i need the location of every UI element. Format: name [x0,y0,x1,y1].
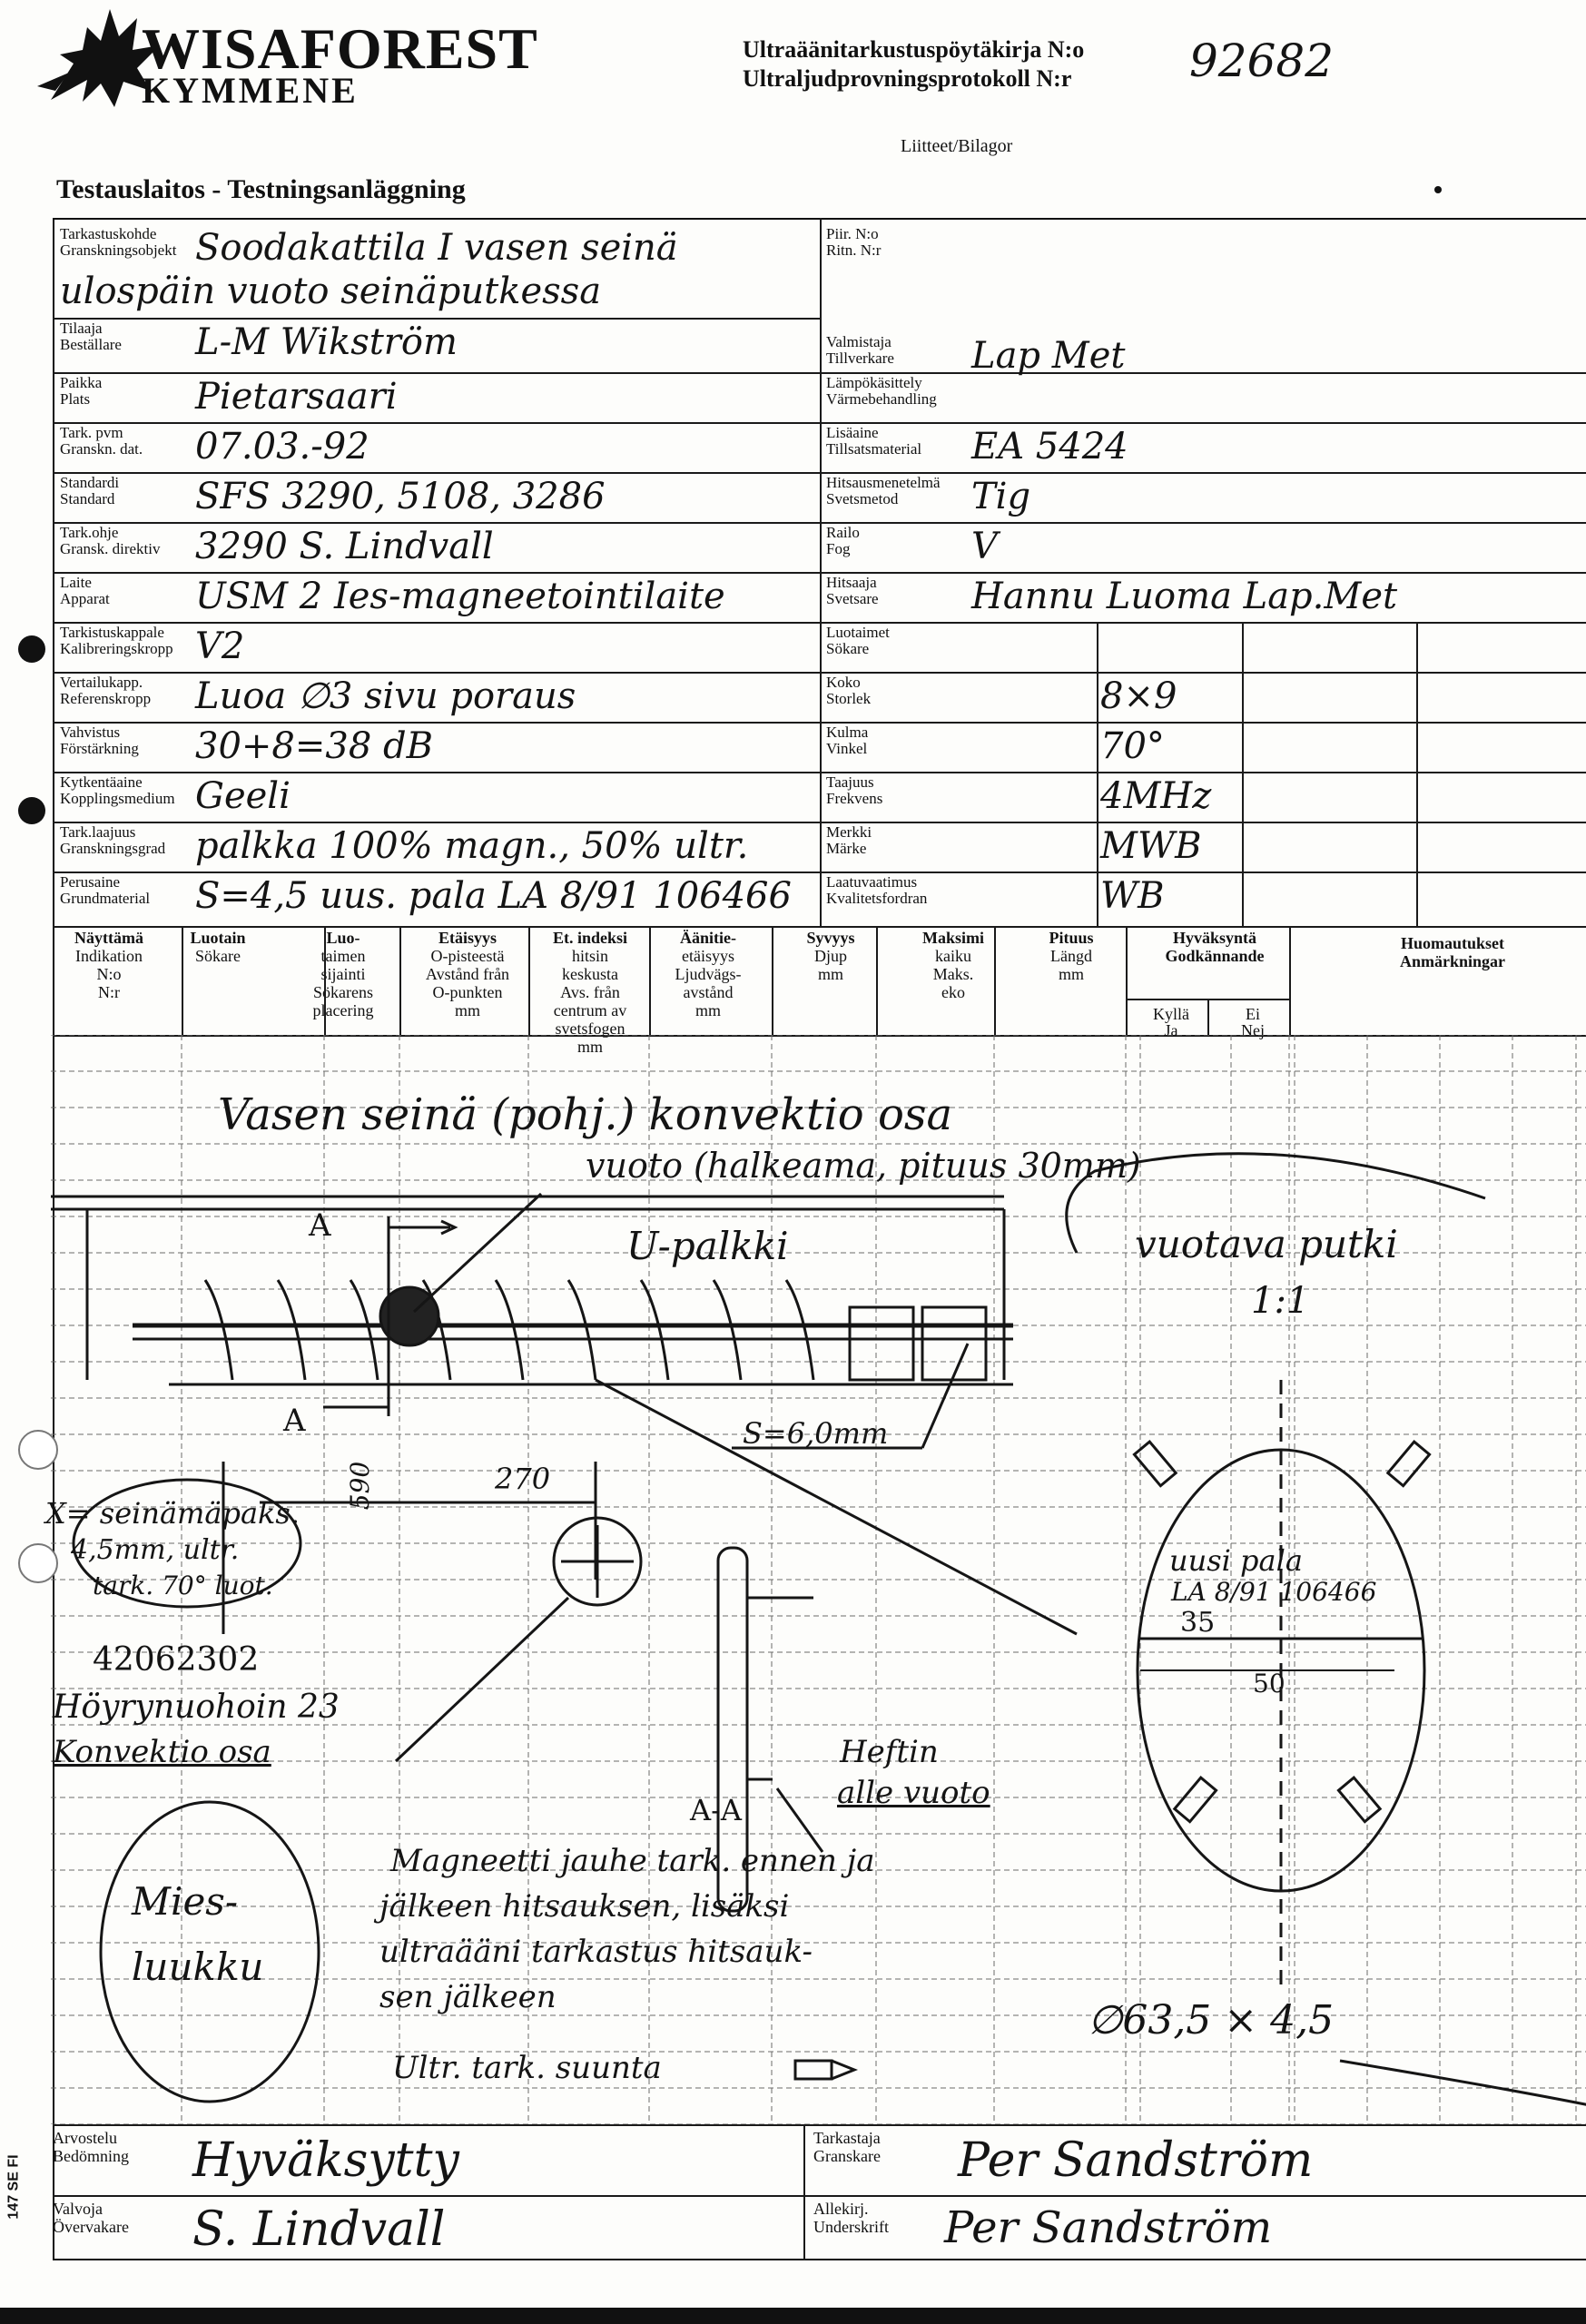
ref-convection: Konvektio osa [53,1734,271,1770]
assessment-value: Hyväksytty [192,2133,459,2188]
field-label-sv: Tillverkare [826,350,894,367]
field-label-fi: Kytkentäaine [60,773,143,791]
column-header-line: Avs. från [560,983,620,1001]
mag-note-1: Magneetti jauhe tark. ennen ja [390,1843,875,1879]
field-value: S=4,5 uus. pala LA 8/91 106466 [195,875,792,917]
field-value: 3290 S. Lindvall [195,526,494,567]
title-fi: Ultraäänitarkustuspöytäkirja N:o [743,36,1085,63]
field-label-sv: Standard [60,490,115,507]
field-value: Hannu Luoma Lap.Met [971,576,1398,617]
column-header-line: Syvyys [806,929,855,947]
field-value: V [971,526,998,567]
approval-no: Ei [1246,1005,1260,1023]
field-label-fi: Laite [60,574,92,591]
column-header-line: Ljudvägs- [675,965,742,983]
field-label-fi: Tark.laajuus [60,823,136,841]
bottom-edge [0,2308,1586,2324]
side-code: 147 SE FI [5,2154,22,2220]
sketch-heading2: vuoto (halkeama, pituus 30mm) [586,1146,1141,1186]
field-label-sv: Förstärkning [60,740,139,757]
field-label-fi: Paikka [60,374,103,391]
field-value-2: ulospäin vuoto seinäputkessa [60,271,602,312]
company-sub: KYMMENE [142,70,359,111]
field-label-fi: Lisäaine [826,424,879,441]
field-label-sv: Vinkel [826,740,868,757]
column-header-line: Luotain [190,929,246,947]
section-title: Testauslaitos - Testningsanläggning [56,174,466,204]
ultr-direction: Ultr. tark. suunta [392,2050,662,2086]
dim-35: 35 [1180,1607,1216,1639]
punch-hole [18,1430,58,1470]
sketch-drawing [51,1154,1586,2106]
column-header-line: placering [312,1001,374,1019]
supervisor-label-fi: Valvoja [53,2200,103,2218]
field-label-fi: Luotaimet [826,624,890,641]
field-label-sv: Granskningsgrad [60,840,166,857]
column-divider [994,926,996,1035]
remarks-header-sv: Anmärkningar [1399,952,1505,970]
column-header-line: mm [1058,965,1084,983]
field-label-sv: Svetsare [826,590,879,607]
approval-header: Godkännande [1165,947,1265,965]
inspector-value: Per Sandström [958,2133,1314,2188]
column-header-line: Näyttämä [74,929,143,947]
x-note-2: 4,5mm, ultr. [71,1534,240,1566]
x-note-1: X= seinämäpaks. [45,1496,300,1531]
approval-yes-sv: Ja [1164,1021,1178,1039]
column-header-line: eko [941,983,965,1001]
field-value: SFS 3290, 5108, 3286 [195,476,606,517]
field-label-sv: Ritn. N:r [826,241,882,259]
column-divider [772,926,773,1035]
field-value: Soodakattila I vasen seinä [195,227,678,269]
field-value: Lap Met [971,335,1126,377]
dim-270: 270 [495,1462,551,1496]
column-header-line: O-pisteestä [430,947,505,965]
field-label-fi: Lämpökäsittely [826,374,922,391]
company-name: WISAFOREST [142,16,538,81]
column-header-line: Sökare [195,947,241,965]
s-value: S=6,0mm [743,1416,889,1451]
field-label-fi: Koko [826,674,861,691]
column-header-line: etäisyys [682,947,734,965]
field-value: 4MHz [1100,775,1212,817]
manhole-2: luukku [132,1945,264,1989]
heftin-1: Heftin [840,1734,939,1770]
field-label-sv: Granskn. dat. [60,440,143,458]
field-value: palkka 100% magn., 50% ultr. [195,825,749,867]
field-label-fi: Vertailukapp. [60,674,143,691]
field-value: MWB [1100,825,1202,867]
title-sv: Ultraljudprovningsprotokoll N:r [743,65,1072,92]
inspector-label-sv: Granskare [813,2147,881,2165]
column-header-line: Etäisyys [438,929,497,947]
column-divider [182,926,183,1035]
dot-mark [1434,186,1442,193]
signature-label-fi: Allekirj. [813,2200,869,2218]
column-header-line: Äänitie- [680,929,736,947]
field-label-sv: Märke [826,840,867,857]
field-label-fi: Vahvistus [60,724,121,741]
column-header-line: Indikation [75,947,143,965]
scale-label: 1:1 [1251,1280,1310,1322]
field-label-sv: Kvalitetsfordran [826,890,928,907]
column-divider [1126,926,1128,1035]
field-label-sv: Granskningsobjekt [60,241,177,259]
field-label-fi: Standardi [60,474,120,491]
assessment-label-fi: Arvostelu [53,2129,117,2147]
column-header-line: Luo- [326,929,360,947]
signature-label-sv: Underskrift [813,2218,889,2236]
column-divider [324,926,326,1035]
approval-header: Hyväksyntä [1172,929,1257,947]
column-header-line: O-punkten [432,983,503,1001]
mag-note-4: sen jälkeen [379,1979,557,2015]
field-label-sv: Grundmaterial [60,890,151,907]
field-label-fi: Tark.ohje [60,524,119,541]
column-divider [528,926,530,1035]
field-label-fi: Kulma [826,724,869,741]
new-piece-2: LA 8/91 106466 [1171,1577,1377,1607]
protocol-number: 92682 [1189,34,1335,87]
column-header-line: Djup [814,947,847,965]
column-header-line: kaiku [935,947,971,965]
supervisor-value: S. Lindvall [192,2202,446,2257]
heftin-2: alle vuoto [837,1775,990,1811]
field-value: USM 2 Ies-magneetointilaite [195,576,725,617]
mag-note-2: jälkeen hitsauksen, lisäksi [379,1888,790,1925]
field-label-fi: Perusaine [60,873,121,891]
column-divider [399,926,401,1035]
field-label-sv: Beställare [60,336,122,353]
field-label-fi: Valmistaja [826,333,892,350]
field-value: Geeli [195,775,291,817]
ref-sootblower: Höyrynuohoin 23 [53,1689,340,1726]
column-divider [649,926,651,1035]
field-label-fi: Piir. N:o [826,225,879,242]
field-label-sv: Storlek [826,690,872,707]
field-label-fi: Railo [826,524,860,541]
field-label-sv: Tillsatsmaterial [826,440,922,458]
field-label-sv: Värmebehandling [826,390,937,408]
field-label-sv: Kalibreringskropp [60,640,173,657]
field-label-sv: Apparat [60,590,110,607]
tube-dimension: ∅63,5 × 4,5 [1088,1997,1335,2043]
field-label-sv: Fog [826,540,851,557]
field-value: 8×9 [1100,675,1177,717]
column-divider [876,926,878,1035]
field-label-sv: Frekvens [826,790,883,807]
column-header-line: Pituus [1049,929,1094,947]
field-label-fi: Hitsausmenetelmä [826,474,941,491]
field-value: Luoa ∅3 sivu poraus [195,675,576,717]
company-logo [33,0,541,113]
column-header-line: avstånd [683,983,734,1001]
field-value: WB [1100,875,1165,917]
leaking-tube-label: vuotava putki [1135,1222,1398,1266]
column-header-line: N:o [96,965,122,983]
field-value: L-M Wikström [195,321,458,363]
approval-no-sv: Nej [1241,1021,1265,1039]
column-header-line: mm [454,1001,480,1019]
column-header-line: mm [576,1038,603,1056]
section-aa: A-A [690,1793,743,1827]
punch-hole [18,635,45,663]
column-header-line: keskusta [562,965,618,983]
remarks-header: Huomautukset [1400,934,1505,952]
field-value: 30+8=38 dB [195,725,433,767]
manhole-1: Mies- [132,1879,239,1924]
column-header-line: mm [817,965,843,983]
x-note-3: tark. 70° luot. [93,1571,273,1600]
column-divider [1289,926,1291,1035]
column-header-line: Sökarens [313,983,373,1001]
field-label-sv: Gransk. direktiv [60,540,161,557]
column-header-line: Längd [1050,947,1092,965]
column-header-line: N:r [98,983,120,1001]
column-header-line: Maks. [932,965,974,983]
inspector-label-fi: Tarkastaja [813,2129,881,2147]
column-header-line: Maksimi [921,929,984,947]
signature-value: Per Sandström [944,2202,1273,2253]
approval-divider [1207,999,1209,1035]
field-label-sv: Kopplingsmedium [60,790,175,807]
punch-hole [18,1543,58,1583]
assessment-label-sv: Bedömning [53,2147,129,2165]
column-header-line: sijainti [320,965,366,983]
column-header-line: Et. indeksi [552,929,628,947]
column-header-line: mm [694,1001,721,1019]
column-header-line: centrum av [553,1001,627,1019]
u-beam-label: U-palkki [626,1224,789,1268]
column-header-line: hitsin [571,947,608,965]
field-value: 07.03.-92 [195,426,369,468]
field-value: EA 5424 [971,426,1128,468]
attachments-label: Liitteet/Bilagor [901,136,1013,156]
new-piece-1: uusi pala [1169,1543,1303,1578]
section-mark-bottom: A [283,1403,306,1439]
field-value: Pietarsaari [195,376,398,418]
field-label-sv: Plats [60,390,91,408]
field-value: Tig [971,476,1031,517]
field-label-fi: Tarkistuskappale [60,624,164,641]
field-label-fi: Tark. pvm [60,424,123,441]
field-label-sv: Svetsmetod [826,490,899,507]
field-label-fi: Tilaaja [60,320,103,337]
dim-590: 590 [345,1461,376,1511]
field-label-fi: Merkki [826,823,872,841]
column-header-line: svetsfogen [555,1019,626,1038]
approval-yes: Kyllä [1153,1005,1189,1023]
supervisor-label-sv: Övervakare [53,2218,129,2236]
punch-hole [18,797,45,824]
field-label-fi: Taajuus [826,773,874,791]
mag-note-3: ultraääni tarkastus hitsauk- [379,1934,813,1970]
section-mark-top: A [309,1207,331,1244]
field-label-fi: Laatuvaatimus [826,873,918,891]
sketch-heading1: Vasen seinä (pohj.) konvektio osa [218,1089,953,1140]
ref-number: 42062302 [93,1641,260,1679]
field-label-sv: Referenskropp [60,690,152,707]
column-header-line: taimen [320,947,366,965]
field-label-fi: Hitsaaja [826,574,877,591]
dim-50: 50 [1253,1669,1286,1699]
column-header-line: Avstånd från [425,965,510,983]
field-value: V2 [195,625,245,667]
field-label-sv: Sökare [826,640,870,657]
field-label-fi: Tarkastuskohde [60,225,157,242]
field-value: 70° [1100,725,1165,767]
